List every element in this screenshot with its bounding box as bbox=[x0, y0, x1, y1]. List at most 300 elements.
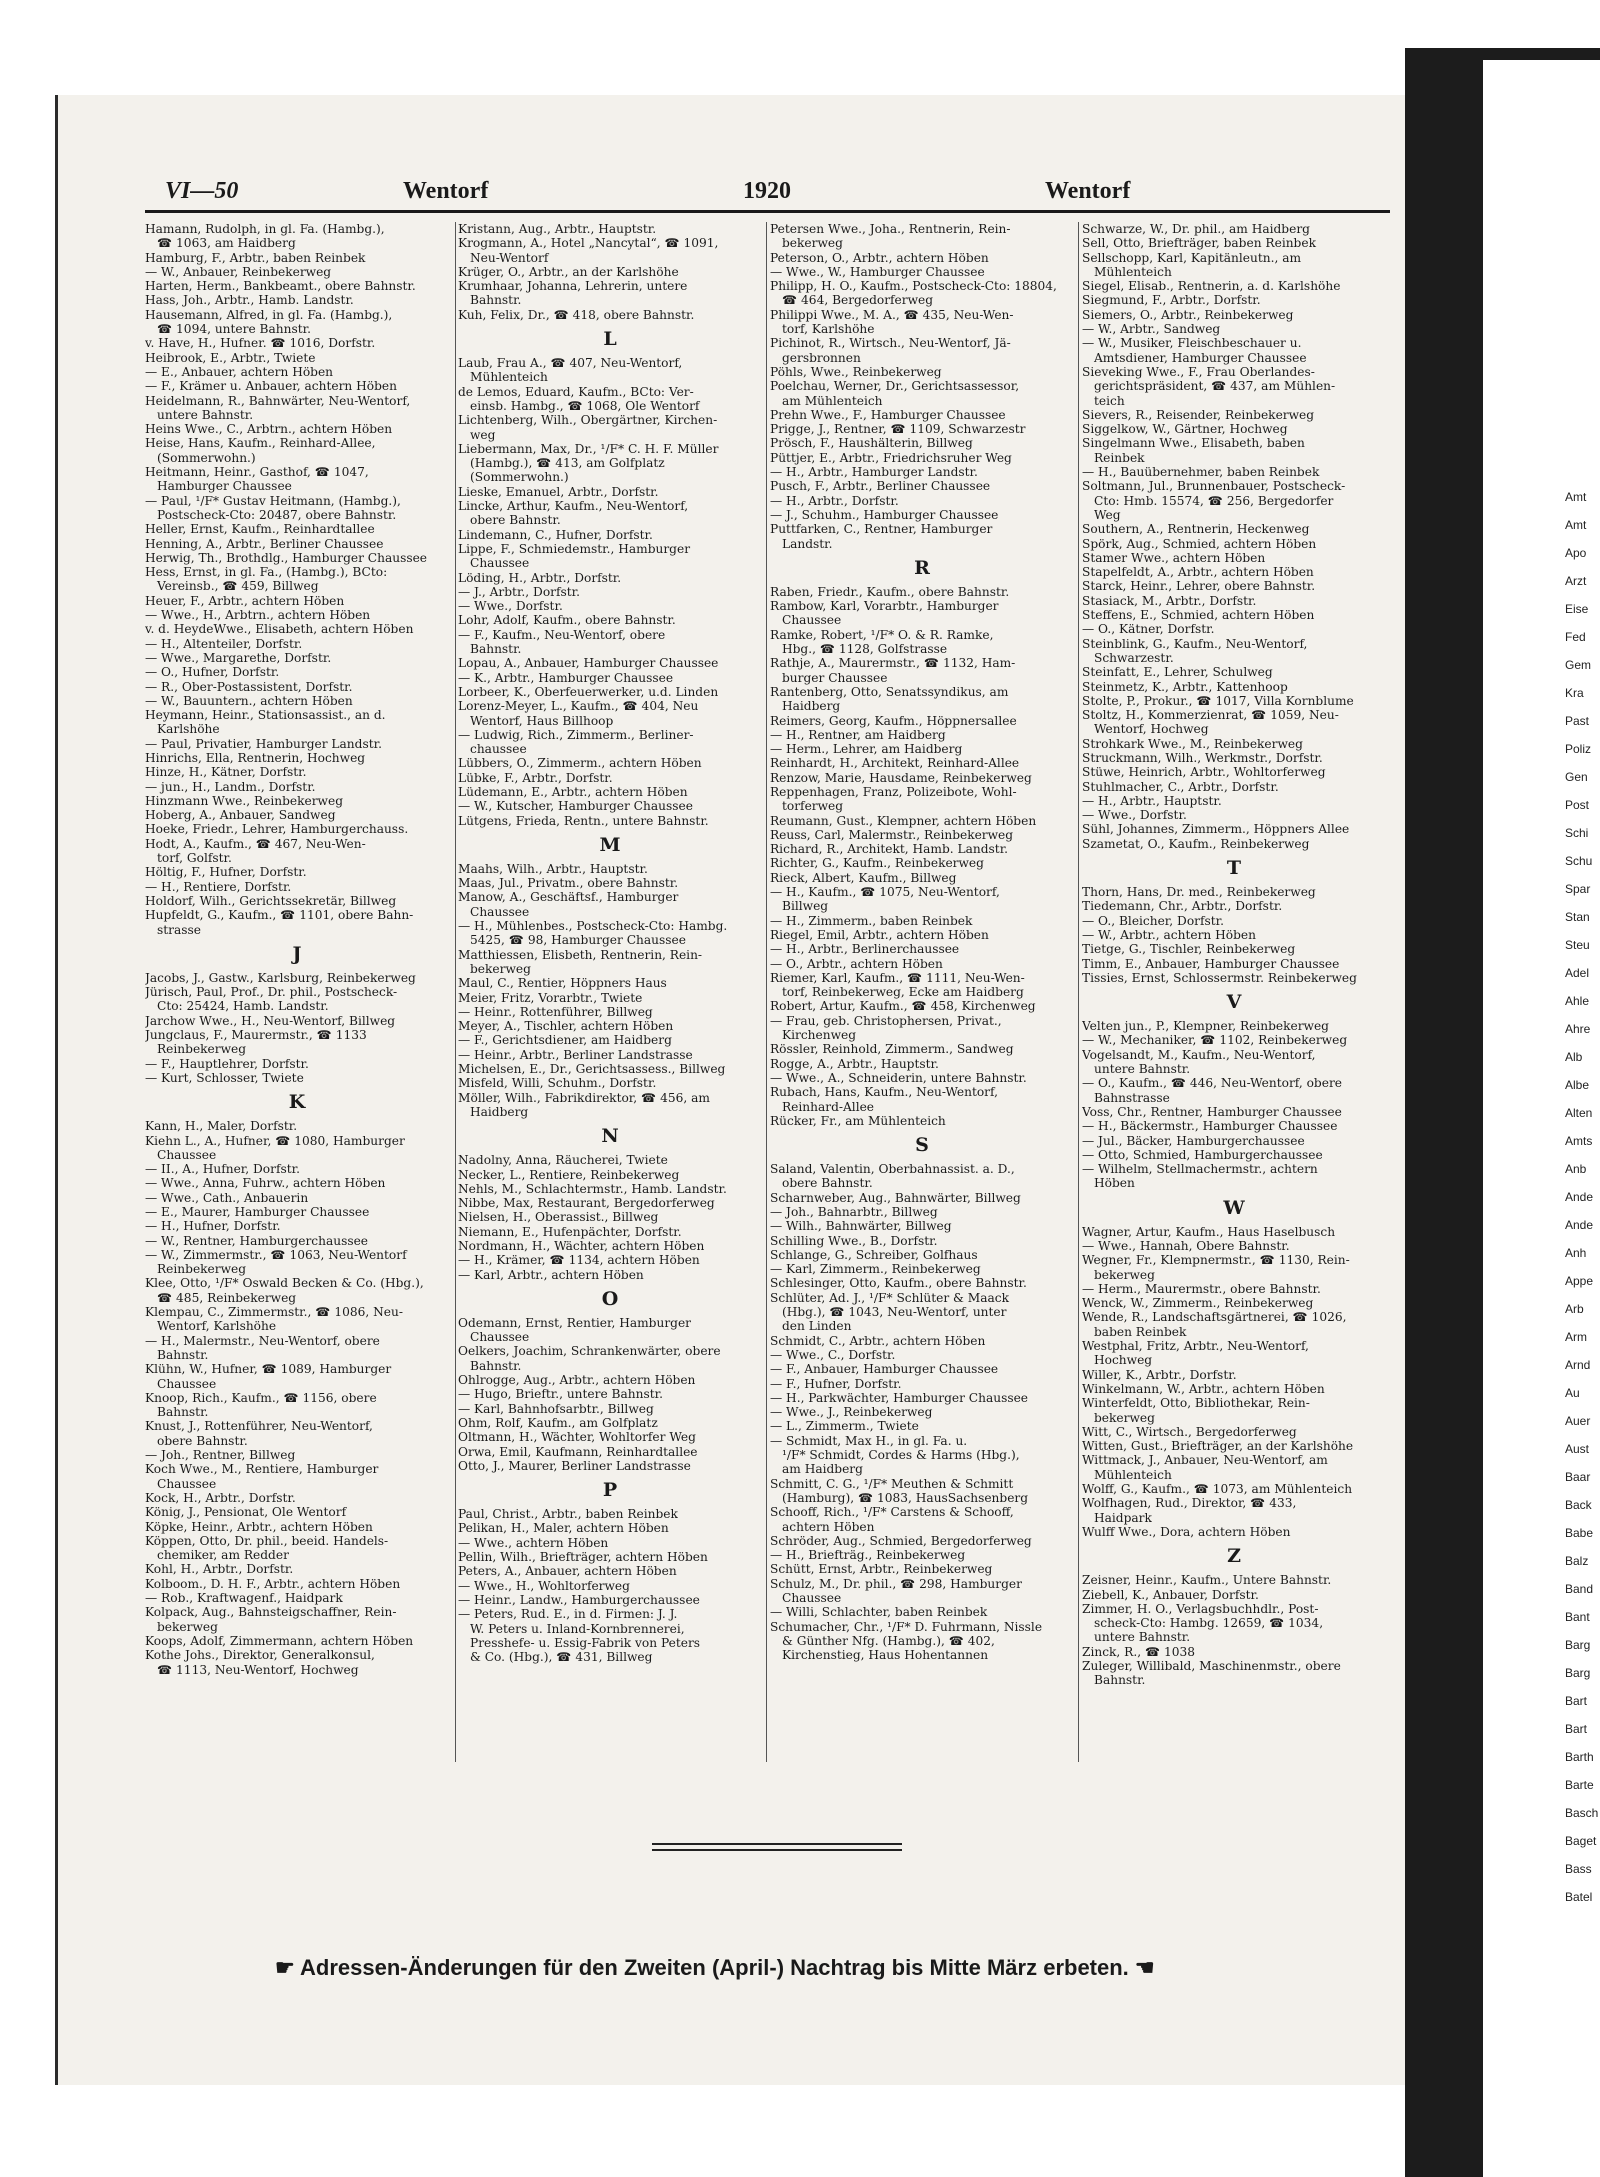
entry-continuation: ¹/F* Schmidt, Cordes & Harms (Hbg.), bbox=[782, 1448, 1020, 1463]
entry-continuation: Kirchenweg bbox=[782, 1028, 857, 1043]
header-place-right: Wentorf bbox=[1045, 178, 1131, 204]
entry-continuation: Wentorf, Karlshöhe bbox=[157, 1319, 277, 1334]
entry-continuation: Karlshöhe bbox=[157, 722, 220, 737]
directory-entry: Wulff Wwe., Dora, achtern Höben bbox=[1082, 1524, 1291, 1539]
directory-entry: Heuer, F., Arbtr., achtern Höben bbox=[145, 593, 345, 608]
header-rule bbox=[145, 210, 1390, 213]
directory-entry: Lorbeer, K., Oberfeuerwerker, u.d. Linden bbox=[458, 684, 719, 699]
directory-entry: Poelchau, Werner, Dr., Gerichtsassessor, bbox=[770, 379, 1020, 394]
directory-entry: Wende, R., Landschaftsgärtnerei, ☎ 1026, bbox=[1082, 1310, 1347, 1325]
directory-entry: Schwarze, W., Dr. phil., am Haidberg bbox=[1082, 222, 1310, 236]
directory-entry: — Rob., Kraftwagenf., Haidpark bbox=[145, 1591, 343, 1606]
directory-entry: — Karl, Bahnhofsarbtr., Billweg bbox=[458, 1401, 654, 1416]
entry-continuation: Haidpark bbox=[1094, 1510, 1152, 1525]
entry-continuation: Reinhard-Allee bbox=[782, 1099, 875, 1114]
directory-entry: Sell, Otto, Briefträger, baben Reinbek bbox=[1082, 236, 1316, 251]
entry-continuation: einsb. Hambg., ☎ 1068, Ole Wentorf bbox=[470, 398, 700, 413]
directory-entry: — J., Schuhm., Hamburger Chaussee bbox=[770, 507, 999, 522]
directory-entry: Knust, J., Rottenführer, Neu-Wentorf, bbox=[145, 1419, 373, 1434]
entry-continuation: torf, Reinbekerweg, Ecke am Haidberg bbox=[782, 985, 1024, 1000]
directory-entry: Schulz, M., Dr. phil., ☎ 298, Hamburger bbox=[770, 1576, 1022, 1591]
directory-entry: Zimmer, H. O., Verlagsbuchhdlr., Post- bbox=[1082, 1601, 1319, 1616]
adjacent-page-fragment: Gen bbox=[1565, 770, 1588, 784]
adjacent-page-fragment: Barth bbox=[1565, 1750, 1594, 1764]
directory-entry: Lieske, Emanuel, Arbtr., Dorfstr. bbox=[458, 484, 659, 499]
directory-entry: Nibbe, Max, Restaurant, Bergedorferweg bbox=[458, 1196, 715, 1211]
section-letter: V bbox=[1226, 991, 1242, 1014]
directory-entry: Szametat, O., Kaufm., Reinbekerweg bbox=[1082, 836, 1310, 851]
directory-entry: — Paul, Privatier, Hamburger Landstr. bbox=[145, 736, 382, 751]
entry-continuation: (Sommerwohn.) bbox=[470, 470, 569, 485]
directory-entry: Krumhaar, Johanna, Lehrerin, untere bbox=[458, 279, 688, 294]
directory-entry: Köpke, Heinr., Arbtr., achtern Höben bbox=[145, 1519, 373, 1534]
directory-entry: Oltmann, H., Wächter, Wohltorfer Weg bbox=[458, 1430, 696, 1445]
entry-continuation: ☎ 464, Bergedorferweg bbox=[782, 293, 934, 308]
entry-continuation: untere Bahnstr. bbox=[1094, 1630, 1191, 1645]
directory-entry: Sellschopp, Karl, Kapitänleutn., am bbox=[1082, 250, 1302, 265]
directory-entry: — Heinr., Landw., Hamburgerchaussee bbox=[458, 1592, 700, 1607]
directory-entry: Jungclaus, F., Maurermstr., ☎ 1133 bbox=[145, 1028, 367, 1043]
directory-entry: Schooff, Rich., ¹/F* Carstens & Schooff, bbox=[770, 1505, 1014, 1520]
directory-entry: — Paul, ¹/F* Gustav Heitmann, (Hambg.), bbox=[145, 493, 401, 508]
adjacent-page-fragment: Fed bbox=[1565, 630, 1586, 644]
entry-continuation: (Hbg.), ☎ 1043, Neu-Wentorf, unter bbox=[782, 1305, 1007, 1320]
directory-entry: — W., Anbauer, Reinbekerweg bbox=[145, 264, 332, 279]
directory-entry: — E., Maurer, Hamburger Chaussee bbox=[145, 1205, 370, 1219]
directory-entry: — R., Ober-Postassistent, Dorfstr. bbox=[145, 679, 353, 694]
entry-continuation: Hamburger Chaussee bbox=[157, 479, 292, 494]
directory-entry: — Wwe., A., Schneiderin, untere Bahnstr. bbox=[770, 1070, 1027, 1085]
directory-entry: Pöhls, Wwe., Reinbekerweg bbox=[770, 364, 942, 379]
directory-entry: Lindemann, C., Hufner, Dorfstr. bbox=[458, 527, 653, 542]
directory-entry: Saland, Valentin, Oberbahnassist. a. D., bbox=[770, 1162, 1015, 1177]
section-letter: O bbox=[601, 1287, 619, 1310]
entry-continuation: Mühlenteich bbox=[1094, 1467, 1172, 1482]
scan-edge-top bbox=[1483, 48, 1600, 60]
page-header bbox=[165, 178, 1390, 208]
directory-entry: Kolboom., D. H. F., Arbtr., achtern Höben bbox=[145, 1576, 401, 1591]
entry-continuation: (Hambg.), ☎ 413, am Golfplatz bbox=[470, 456, 665, 471]
section-letter: M bbox=[599, 833, 621, 856]
directory-entry: Wolfhagen, Rud., Direktor, ☎ 433, bbox=[1082, 1496, 1297, 1511]
directory-entry: Winkelmann, W., Arbtr., achtern Höben bbox=[1082, 1381, 1325, 1396]
entry-continuation: ☎ 485, Reinbekerweg bbox=[157, 1290, 297, 1305]
directory-entry: Siggelkow, W., Gärtner, Hochweg bbox=[1082, 422, 1288, 437]
directory-entry: Westphal, Fritz, Arbtr., Neu-Wentorf, bbox=[1082, 1339, 1309, 1354]
entry-continuation: untere Bahnstr. bbox=[1094, 1062, 1191, 1077]
entry-continuation: W. Peters u. Inland-Kornbrennerei, bbox=[470, 1621, 685, 1636]
directory-entry: Meyer, A., Tischler, achtern Höben bbox=[458, 1019, 674, 1034]
directory-entry: — F., Hufner, Dorfstr. bbox=[770, 1376, 902, 1391]
directory-entry: Stolte, P., Prokur., ☎ 1017, Villa Kornblume bbox=[1082, 693, 1354, 708]
directory-entry: — Peters, Rud. E., in d. Firmen: J. J. bbox=[458, 1607, 678, 1622]
adjacent-page-fragment: Alten bbox=[1565, 1106, 1593, 1120]
directory-entry: — Heinr., Arbtr., Berliner Landstrasse bbox=[458, 1047, 693, 1062]
adjacent-page-fragment: Barte bbox=[1565, 1778, 1594, 1792]
directory-entry: Manow, A., Geschäftsf., Hamburger bbox=[458, 890, 679, 905]
entry-continuation: Bahnstr. bbox=[470, 642, 522, 657]
entry-continuation: Billweg bbox=[782, 899, 829, 914]
directory-entry: Schmidt, C., Arbtr., achtern Höben bbox=[770, 1333, 986, 1348]
directory-entry: Peterson, O., Arbtr., achtern Höben bbox=[770, 250, 989, 265]
directory-entry: Steinfatt, E., Lehrer, Schulweg bbox=[1082, 665, 1273, 680]
directory-entry: Hodt, A., Kaufm., ☎ 467, Neu-Wen- bbox=[145, 836, 366, 851]
entry-continuation: Reinbekerweg bbox=[157, 1262, 247, 1277]
directory-entry: Southern, A., Rentnerin, Heckenweg bbox=[1082, 522, 1310, 537]
section-letter: W bbox=[1223, 1196, 1245, 1219]
directory-entry: Jürisch, Paul, Prof., Dr. phil., Postscheck- bbox=[145, 985, 398, 1000]
directory-entry: — H., Zimmerm., baben Reinbek bbox=[770, 913, 973, 928]
adjacent-page-fragment: Barg bbox=[1565, 1666, 1591, 1680]
directory-entry: — II., A., Hufner, Dorfstr. bbox=[145, 1162, 300, 1177]
entry-continuation: Neu-Wentorf bbox=[470, 250, 549, 265]
directory-entry: Heise, Hans, Kaufm., Reinhard-Allee, bbox=[145, 436, 376, 451]
entry-continuation: bekerweg bbox=[1094, 1267, 1155, 1282]
adjacent-page-fragment: Arb bbox=[1565, 1302, 1584, 1316]
section-letter: R bbox=[914, 556, 930, 579]
directory-entry: — Wilh., Bahnwärter, Billweg bbox=[770, 1219, 952, 1234]
entry-continuation: 5425, ☎ 98, Hamburger Chaussee bbox=[470, 933, 686, 948]
directory-entry: Stamer Wwe., achtern Höben bbox=[1082, 550, 1266, 565]
directory-entry: Ohlrogge, Aug., Arbtr., achtern Höben bbox=[458, 1373, 696, 1388]
directory-entry: Vogelsandt, M., Kaufm., Neu-Wentorf, bbox=[1082, 1047, 1316, 1062]
directory-entry: — Herm., Lehrer, am Haidberg bbox=[770, 742, 963, 757]
directory-entry: — W., Mechaniker, ☎ 1102, Reinbekerweg bbox=[1082, 1033, 1348, 1048]
directory-entry: Tissies, Ernst, Schlossermstr. Reinbekerweg bbox=[1082, 970, 1357, 985]
directory-entry: — L., Zimmerm., Twiete bbox=[770, 1419, 919, 1434]
entry-continuation: Reinbek bbox=[1094, 450, 1145, 465]
entry-continuation: ☎ 1063, am Haidberg bbox=[157, 236, 296, 251]
directory-entry: Klee, Otto, ¹/F* Oswald Becken & Co. (Hbg.), bbox=[145, 1276, 424, 1291]
directory-entry: Winterfeldt, Otto, Bibliothekar, Rein- bbox=[1082, 1396, 1310, 1411]
entry-continuation: bekerweg bbox=[782, 236, 843, 251]
directory-entry: — H., Kaufm., ☎ 1075, Neu-Wentorf, bbox=[770, 885, 1000, 900]
entry-continuation: scheck-Cto: Hambg. 12659, ☎ 1034, bbox=[1094, 1616, 1324, 1631]
directory-entry: Reuss, Carl, Malermstr., Reinbekerweg bbox=[770, 827, 1014, 842]
directory-entry: — H., Bauübernehmer, baben Reinbek bbox=[1082, 465, 1320, 480]
entry-continuation: baben Reinbek bbox=[1094, 1324, 1187, 1339]
adjacent-page-fragment: Stan bbox=[1565, 910, 1590, 924]
directory-entry: Zuleger, Willibald, Maschinenmstr., obere bbox=[1082, 1659, 1341, 1674]
directory-entry: Püttjer, E., Arbtr., Friedrichsruher Weg bbox=[770, 450, 1012, 465]
directory-entry: Ramke, Robert, ¹/F* O. & R. Ramke, bbox=[770, 627, 994, 642]
directory-entry: Timm, E., Anbauer, Hamburger Chaussee bbox=[1082, 956, 1340, 971]
directory-entry: Schröder, Aug., Schmied, Bergedorferweg bbox=[770, 1533, 1032, 1548]
header-year: 1920 bbox=[743, 178, 791, 204]
directory-column-2 bbox=[458, 222, 762, 1664]
entry-continuation: Höben bbox=[1094, 1176, 1135, 1191]
directory-entry: Löding, H., Arbtr., Dorfstr. bbox=[458, 570, 622, 585]
adjacent-page-fragment: Schi bbox=[1565, 826, 1589, 840]
directory-entry: Necker, L., Rentiere, Reinbekerweg bbox=[458, 1167, 680, 1182]
adjacent-page-fragment: Bart bbox=[1565, 1694, 1588, 1708]
directory-entry: Prehn Wwe., F., Hamburger Chaussee bbox=[770, 407, 1006, 422]
adjacent-page-fragment: Steu bbox=[1565, 938, 1590, 952]
directory-entry: Schlesinger, Otto, Kaufm., obere Bahnstr. bbox=[770, 1276, 1027, 1291]
directory-entry: — Wwe., Dorfstr. bbox=[1082, 808, 1187, 823]
directory-entry: Maul, C., Rentier, Höppners Haus bbox=[458, 976, 667, 991]
directory-entry: Jacobs, J., Gastw., Karlsburg, Reinbekerweg bbox=[145, 970, 416, 985]
directory-entry: Hess, Ernst, in gl. Fa., (Hambg.), BCto: bbox=[145, 565, 388, 580]
entry-continuation: Chaussee bbox=[157, 1147, 217, 1162]
entry-continuation: (Sommerwohn.) bbox=[157, 450, 256, 465]
directory-entry: — H., Rentner, am Haidberg bbox=[770, 727, 946, 742]
directory-entry: — O., Arbtr., achtern Höben bbox=[770, 956, 943, 971]
adjacent-page-fragment: Adel bbox=[1565, 966, 1590, 980]
directory-entry: Siegel, Elisab., Rentnerin, a. d. Karlshöhe bbox=[1082, 279, 1341, 294]
entry-continuation: Chaussee bbox=[782, 1591, 842, 1606]
adjacent-page-fragment: Barg bbox=[1565, 1638, 1591, 1652]
directory-entry: — F., Hauptlehrer, Dorfstr. bbox=[145, 1056, 309, 1071]
directory-entry: — W., Zimmermstr., ☎ 1063, Neu-Wentorf bbox=[145, 1247, 407, 1262]
adjacent-page-fragment: Ahre bbox=[1565, 1022, 1591, 1036]
directory-entry: Voss, Chr., Rentner, Hamburger Chaussee bbox=[1082, 1104, 1342, 1119]
directory-entry: — Wwe., J., Reinbekerweg bbox=[770, 1405, 933, 1420]
directory-entry: — W., Rentner, Hamburgerchaussee bbox=[145, 1233, 369, 1248]
directory-entry: Thorn, Hans, Dr. med., Reinbekerweg bbox=[1082, 885, 1316, 900]
directory-entry: Hoberg, A., Anbauer, Sandweg bbox=[145, 808, 336, 823]
adjacent-page-fragment: Babe bbox=[1565, 1526, 1594, 1540]
directory-entry: — H., Hufner, Dorfstr. bbox=[145, 1219, 281, 1234]
directory-entry: Scharnweber, Aug., Bahnwärter, Billweg bbox=[770, 1190, 1021, 1205]
directory-entry: — O., Kätner, Dorfstr. bbox=[1082, 622, 1215, 637]
entry-continuation: achtern Höben bbox=[782, 1519, 875, 1534]
directory-entry: Schmitt, C. G., ¹/F* Meuthen & Schmitt bbox=[770, 1476, 1014, 1491]
directory-entry: Ziebell, K., Anbauer, Dorfstr. bbox=[1082, 1587, 1259, 1602]
entry-continuation: Haidberg bbox=[470, 1104, 529, 1119]
entry-continuation: Chaussee bbox=[470, 1330, 530, 1345]
directory-entry: Sievers, R., Reisender, Reinbekerweg bbox=[1082, 407, 1315, 422]
directory-entry: Willer, K., Arbtr., Dorfstr. bbox=[1082, 1367, 1237, 1382]
entry-continuation: am Mühlenteich bbox=[782, 393, 883, 408]
directory-entry: Rössler, Reinhold, Zimmerm., Sandweg bbox=[770, 1042, 1014, 1057]
directory-entry: Kuh, Felix, Dr., ☎ 418, obere Bahnstr. bbox=[458, 307, 695, 322]
directory-entry: Siegmund, F., Arbtr., Dorfstr. bbox=[1082, 293, 1261, 308]
entry-continuation: Haidberg bbox=[782, 699, 841, 714]
header-place-left: Wentorf bbox=[403, 178, 489, 204]
directory-entry: Koch Wwe., M., Rentiere, Hamburger bbox=[145, 1462, 379, 1477]
directory-entry: Singelmann Wwe., Elisabeth, baben bbox=[1082, 436, 1305, 451]
directory-column-1 bbox=[145, 222, 449, 1677]
directory-entry: — W., Kutscher, Hamburger Chaussee bbox=[458, 799, 693, 814]
adjacent-page-fragment: Past bbox=[1565, 714, 1590, 728]
directory-entry: Schlüter, Ad. J., ¹/F* Schlüter & Maack bbox=[770, 1290, 1009, 1305]
section-letter: J bbox=[292, 942, 302, 965]
directory-entry: — H., Rentiere, Dorfstr. bbox=[145, 879, 292, 894]
entry-continuation: burger Chaussee bbox=[782, 670, 888, 685]
directory-entry: Nordmann, H., Wächter, achtern Höben bbox=[458, 1239, 705, 1253]
adjacent-page-fragment: Band bbox=[1565, 1582, 1594, 1596]
directory-entry: Laub, Frau A., ☎ 407, Neu-Wentorf, bbox=[458, 356, 683, 371]
directory-entry: Paul, Christ., Arbtr., baben Reinbek bbox=[458, 1507, 678, 1522]
directory-entry: Hinzmann Wwe., Reinbekerweg bbox=[145, 793, 344, 808]
adjacent-page-fragment: Balz bbox=[1565, 1554, 1589, 1568]
directory-entry: Kothe Johs., Direktor, Generalkonsul, bbox=[145, 1648, 375, 1663]
directory-entry: Jarchow Wwe., H., Neu-Wentorf, Billweg bbox=[145, 1013, 396, 1028]
entry-continuation: Postscheck-Cto: 20487, obere Bahnstr. bbox=[157, 507, 397, 522]
entry-continuation: Bahnstr. bbox=[157, 1347, 209, 1362]
directory-entry: — Wwe., Hannah, Obere Bahnstr. bbox=[1082, 1239, 1290, 1253]
adjacent-page-fragment: Amt bbox=[1565, 490, 1587, 504]
entry-continuation: obere Bahnstr. bbox=[157, 1433, 248, 1448]
page-number: VI—50 bbox=[165, 178, 239, 204]
entry-continuation: strasse bbox=[157, 922, 201, 937]
adjacent-page-fragment: Kra bbox=[1565, 686, 1584, 700]
directory-entry: Pichinot, R., Wirtsch., Neu-Wentorf, Jä- bbox=[770, 336, 1011, 351]
column-divider bbox=[455, 222, 456, 1762]
adjacent-page-fragment: Spar bbox=[1565, 882, 1591, 896]
directory-entry: Prigge, J., Rentner, ☎ 1109, Schwarzestr bbox=[770, 422, 1026, 437]
directory-entry: — Herm., Maurermstr., obere Bahnstr. bbox=[1082, 1281, 1321, 1296]
entry-continuation: Hochweg bbox=[1094, 1353, 1153, 1368]
directory-entry: — Wwe., C., Dorfstr. bbox=[770, 1347, 896, 1362]
entry-continuation: obere Bahnstr. bbox=[782, 1176, 873, 1191]
entry-continuation: (Hamburg), ☎ 1083, HausSachsenberg bbox=[782, 1490, 1029, 1505]
directory-entry: — Wwe., Cath., Anbauerin bbox=[145, 1190, 309, 1205]
directory-entry: Nielsen, H., Oberassist., Billweg bbox=[458, 1210, 659, 1225]
directory-entry: — W., Arbtr., Sandweg bbox=[1082, 322, 1221, 337]
entry-continuation: Cto: 25424, Hamb. Landstr. bbox=[157, 999, 329, 1014]
directory-entry: Philippi Wwe., M. A., ☎ 435, Neu-Wen- bbox=[770, 307, 1014, 322]
directory-entry: Hass, Joh., Arbtr., Hamb. Landstr. bbox=[145, 293, 354, 308]
directory-entry: Maahs, Wilh., Arbtr., Hauptstr. bbox=[458, 861, 648, 876]
entry-continuation: bekerweg bbox=[470, 961, 531, 976]
adjacent-page-fragment: Schu bbox=[1565, 854, 1593, 868]
pointing-hand-left-icon: ☚ bbox=[1134, 1955, 1155, 1980]
entry-continuation: ☎ 1113, Neu-Wentorf, Hochweg bbox=[157, 1662, 359, 1677]
directory-entry: — Karl, Arbtr., achtern Höben bbox=[458, 1267, 644, 1282]
directory-entry: Köppen, Otto, Dr. phil., beeid. Handels- bbox=[145, 1533, 389, 1548]
directory-entry: Kohl, H., Arbtr., Dorfstr. bbox=[145, 1562, 294, 1577]
directory-entry: Schilling Wwe., B., Dorfstr. bbox=[770, 1233, 938, 1248]
directory-entry: Riegel, Emil, Arbtr., achtern Höben bbox=[770, 927, 989, 942]
adjacent-page-fragment: Batel bbox=[1565, 1890, 1593, 1904]
directory-entry: Pellin, Wilh., Briefträger, achtern Höben bbox=[458, 1550, 708, 1565]
directory-entry: Heitmann, Heinr., Gasthof, ☎ 1047, bbox=[145, 465, 369, 480]
section-letter: N bbox=[601, 1125, 619, 1148]
directory-entry: Wagner, Artur, Kaufm., Haus Haselbusch bbox=[1082, 1224, 1336, 1239]
entry-continuation: & Co. (Hbg.), ☎ 431, Billweg bbox=[470, 1650, 653, 1665]
adjacent-page-fragment: Aust bbox=[1565, 1442, 1590, 1456]
adjacent-page-fragment: Amt bbox=[1565, 518, 1587, 532]
directory-entry: — H., Arbtr., Berlinerchaussee bbox=[770, 942, 960, 957]
directory-entry: Krüger, O., Arbtr., an der Karlshöhe bbox=[458, 264, 679, 279]
directory-entry: Schlange, G., Schreiber, Golfhaus bbox=[770, 1247, 978, 1262]
adjacent-page-fragment: Ande bbox=[1565, 1190, 1594, 1204]
entry-continuation: Reinbekerweg bbox=[157, 1042, 247, 1057]
directory-entry: — Karl, Zimmerm., Reinbekerweg bbox=[770, 1262, 981, 1277]
directory-entry: Lohr, Adolf, Kaufm., obere Bahnstr. bbox=[458, 613, 676, 628]
directory-entry: — Frau, geb. Christophersen, Privat., bbox=[770, 1013, 1002, 1028]
directory-entry: Sieveking Wwe., F., Frau Oberlandes- bbox=[1082, 364, 1315, 379]
directory-entry: — W., Musiker, Fleischbeschauer u. bbox=[1082, 336, 1302, 351]
directory-entry: Stoltz, H., Kommerzienrat, ☎ 1059, Neu- bbox=[1082, 708, 1339, 723]
adjacent-page-fragment: Apo bbox=[1565, 546, 1587, 560]
directory-entry: — J., Arbtr., Dorfstr. bbox=[458, 584, 581, 599]
directory-entry: Rambow, Karl, Vorarbtr., Hamburger bbox=[770, 599, 999, 614]
adjacent-page-fragment: Alb bbox=[1565, 1050, 1583, 1064]
entry-continuation: bekerweg bbox=[1094, 1410, 1155, 1425]
directory-entry: — Jul., Bäcker, Hamburgerchaussee bbox=[1082, 1133, 1305, 1148]
directory-entry: Philipp, H. O., Kaufm., Postscheck-Cto: 18804, bbox=[770, 279, 1057, 294]
entry-continuation: torf, Karlshöhe bbox=[782, 322, 875, 337]
directory-entry: — H., Malermstr., Neu-Wentorf, obere bbox=[145, 1333, 380, 1348]
adjacent-page-fragment: Gem bbox=[1565, 658, 1592, 672]
directory-entry: — Ludwig, Rich., Zimmerm., Berliner- bbox=[458, 727, 694, 742]
adjacent-page-fragment: Au bbox=[1565, 1386, 1580, 1400]
entry-continuation: Kirchenstieg, Haus Hohentannen bbox=[782, 1648, 989, 1663]
directory-entry: Lübke, F., Arbtr., Dorfstr. bbox=[458, 770, 613, 785]
adjacent-page-fragment: Eise bbox=[1565, 602, 1589, 616]
directory-entry: v. d. HeydeWwe., Elisabeth, achtern Höben bbox=[145, 622, 414, 637]
directory-entry: Steinmetz, K., Arbtr., Kattenhoop bbox=[1082, 679, 1288, 694]
entry-continuation: Hbg., ☎ 1128, Golfstrasse bbox=[782, 642, 948, 657]
directory-entry: Ohm, Rolf, Kaufm., am Golfplatz bbox=[458, 1415, 658, 1430]
adjacent-page-fragment: Baget bbox=[1565, 1834, 1597, 1848]
directory-entry: — Otto, Schmied, Hamburgerchaussee bbox=[1082, 1147, 1323, 1162]
entry-continuation: am Haidberg bbox=[782, 1462, 863, 1477]
entry-continuation: Bahnstr. bbox=[1094, 1673, 1146, 1688]
directory-entry: Struckmann, Wilh., Werkmstr., Dorfstr. bbox=[1082, 750, 1323, 765]
pointing-hand-right-icon: ☛ bbox=[275, 1955, 295, 1980]
directory-entry: — jun., H., Landm., Dorfstr. bbox=[145, 779, 316, 794]
entry-continuation: Vereinsb., ☎ 459, Billweg bbox=[157, 579, 319, 594]
directory-entry: — Hugo, Brieftr., untere Bahnstr. bbox=[458, 1387, 663, 1402]
entry-continuation: torf, Golfstr. bbox=[157, 851, 232, 866]
entry-continuation: Wentorf, Haus Billhoop bbox=[470, 713, 614, 728]
directory-entry: — H., Altenteiler, Dorfstr. bbox=[145, 636, 303, 651]
entry-continuation: Bahnstrasse bbox=[1094, 1090, 1170, 1105]
directory-entry: Hamann, Rudolph, in gl. Fa. (Hambg.), bbox=[145, 222, 385, 236]
column-divider bbox=[1078, 222, 1079, 1762]
directory-entry: Rathje, A., Maurermstr., ☎ 1132, Ham- bbox=[770, 656, 1016, 671]
adjacent-page-fragment: Anh bbox=[1565, 1246, 1587, 1260]
directory-entry: Klühn, W., Hufner, ☎ 1089, Hamburger bbox=[145, 1362, 392, 1377]
directory-entry: — F., Krämer u. Anbauer, achtern Höben bbox=[145, 379, 397, 394]
directory-entry: — O., Kaufm., ☎ 446, Neu-Wentorf, obere bbox=[1082, 1076, 1342, 1091]
directory-entry: Pelikan, H., Maler, achtern Höben bbox=[458, 1521, 669, 1536]
directory-column-3 bbox=[770, 222, 1074, 1663]
directory-entry: Witten, Gust., Briefträger, an der Karlshöhe bbox=[1082, 1439, 1354, 1454]
adjacent-page-fragment: Poliz bbox=[1565, 742, 1592, 756]
directory-entry: Kock, H., Arbtr., Dorfstr. bbox=[145, 1490, 296, 1505]
adjacent-page-fragment: Appe bbox=[1565, 1274, 1594, 1288]
directory-entry: Soltmann, Jul., Brunnenbauer, Postscheck- bbox=[1082, 479, 1346, 494]
entry-continuation: chaussee bbox=[470, 742, 527, 757]
directory-entry: Kann, H., Maler, Dorfstr. bbox=[145, 1119, 298, 1134]
directory-entry: — O., Hufner, Dorfstr. bbox=[145, 665, 280, 680]
directory-entry: — Heinr., Rottenführer, Billweg bbox=[458, 1004, 653, 1019]
directory-entry: Lopau, A., Anbauer, Hamburger Chaussee bbox=[458, 656, 719, 671]
directory-entry: Orwa, Emil, Kaufmann, Reinhardtallee bbox=[458, 1444, 698, 1459]
entry-continuation: Cto: Hmb. 15574, ☎ 256, Bergedorfer bbox=[1094, 493, 1334, 508]
directory-entry: Heins Wwe., C., Arbtrn., achtern Höben bbox=[145, 422, 393, 437]
footer-text: Adressen-Änderungen für den Zweiten (April-) Nachtrag bis Mitte März erbeten. bbox=[300, 1955, 1129, 1980]
directory-entry: Kristann, Aug., Arbtr., Hauptstr. bbox=[458, 222, 657, 236]
directory-entry: Petersen Wwe., Joha., Rentnerin, Rein- bbox=[770, 222, 1011, 236]
directory-entry: Reinhardt, H., Architekt, Reinhard-Allee bbox=[770, 756, 1020, 771]
directory-entry: Klempau, C., Zimmermstr., ☎ 1086, Neu- bbox=[145, 1305, 403, 1320]
directory-entry: Nehls, M., Schlachtermstr., Hamb. Landstr. bbox=[458, 1181, 727, 1196]
directory-entry: Tietge, G., Tischler, Reinbekerweg bbox=[1082, 942, 1296, 957]
directory-entry: Wenck, W., Zimmerm., Reinbekerweg bbox=[1082, 1296, 1314, 1311]
footer-notice bbox=[275, 1955, 1275, 1981]
directory-entry: Robert, Artur, Kaufm., ☎ 458, Kirchenweg bbox=[770, 999, 1036, 1014]
entry-continuation: Chaussee bbox=[470, 904, 530, 919]
directory-entry: Raben, Friedr., Kaufm., obere Bahnstr. bbox=[770, 584, 1010, 599]
directory-entry: — Wwe., achtern Höben bbox=[458, 1535, 609, 1550]
directory-entry: — H., Krämer, ☎ 1134, achtern Höben bbox=[458, 1253, 700, 1268]
